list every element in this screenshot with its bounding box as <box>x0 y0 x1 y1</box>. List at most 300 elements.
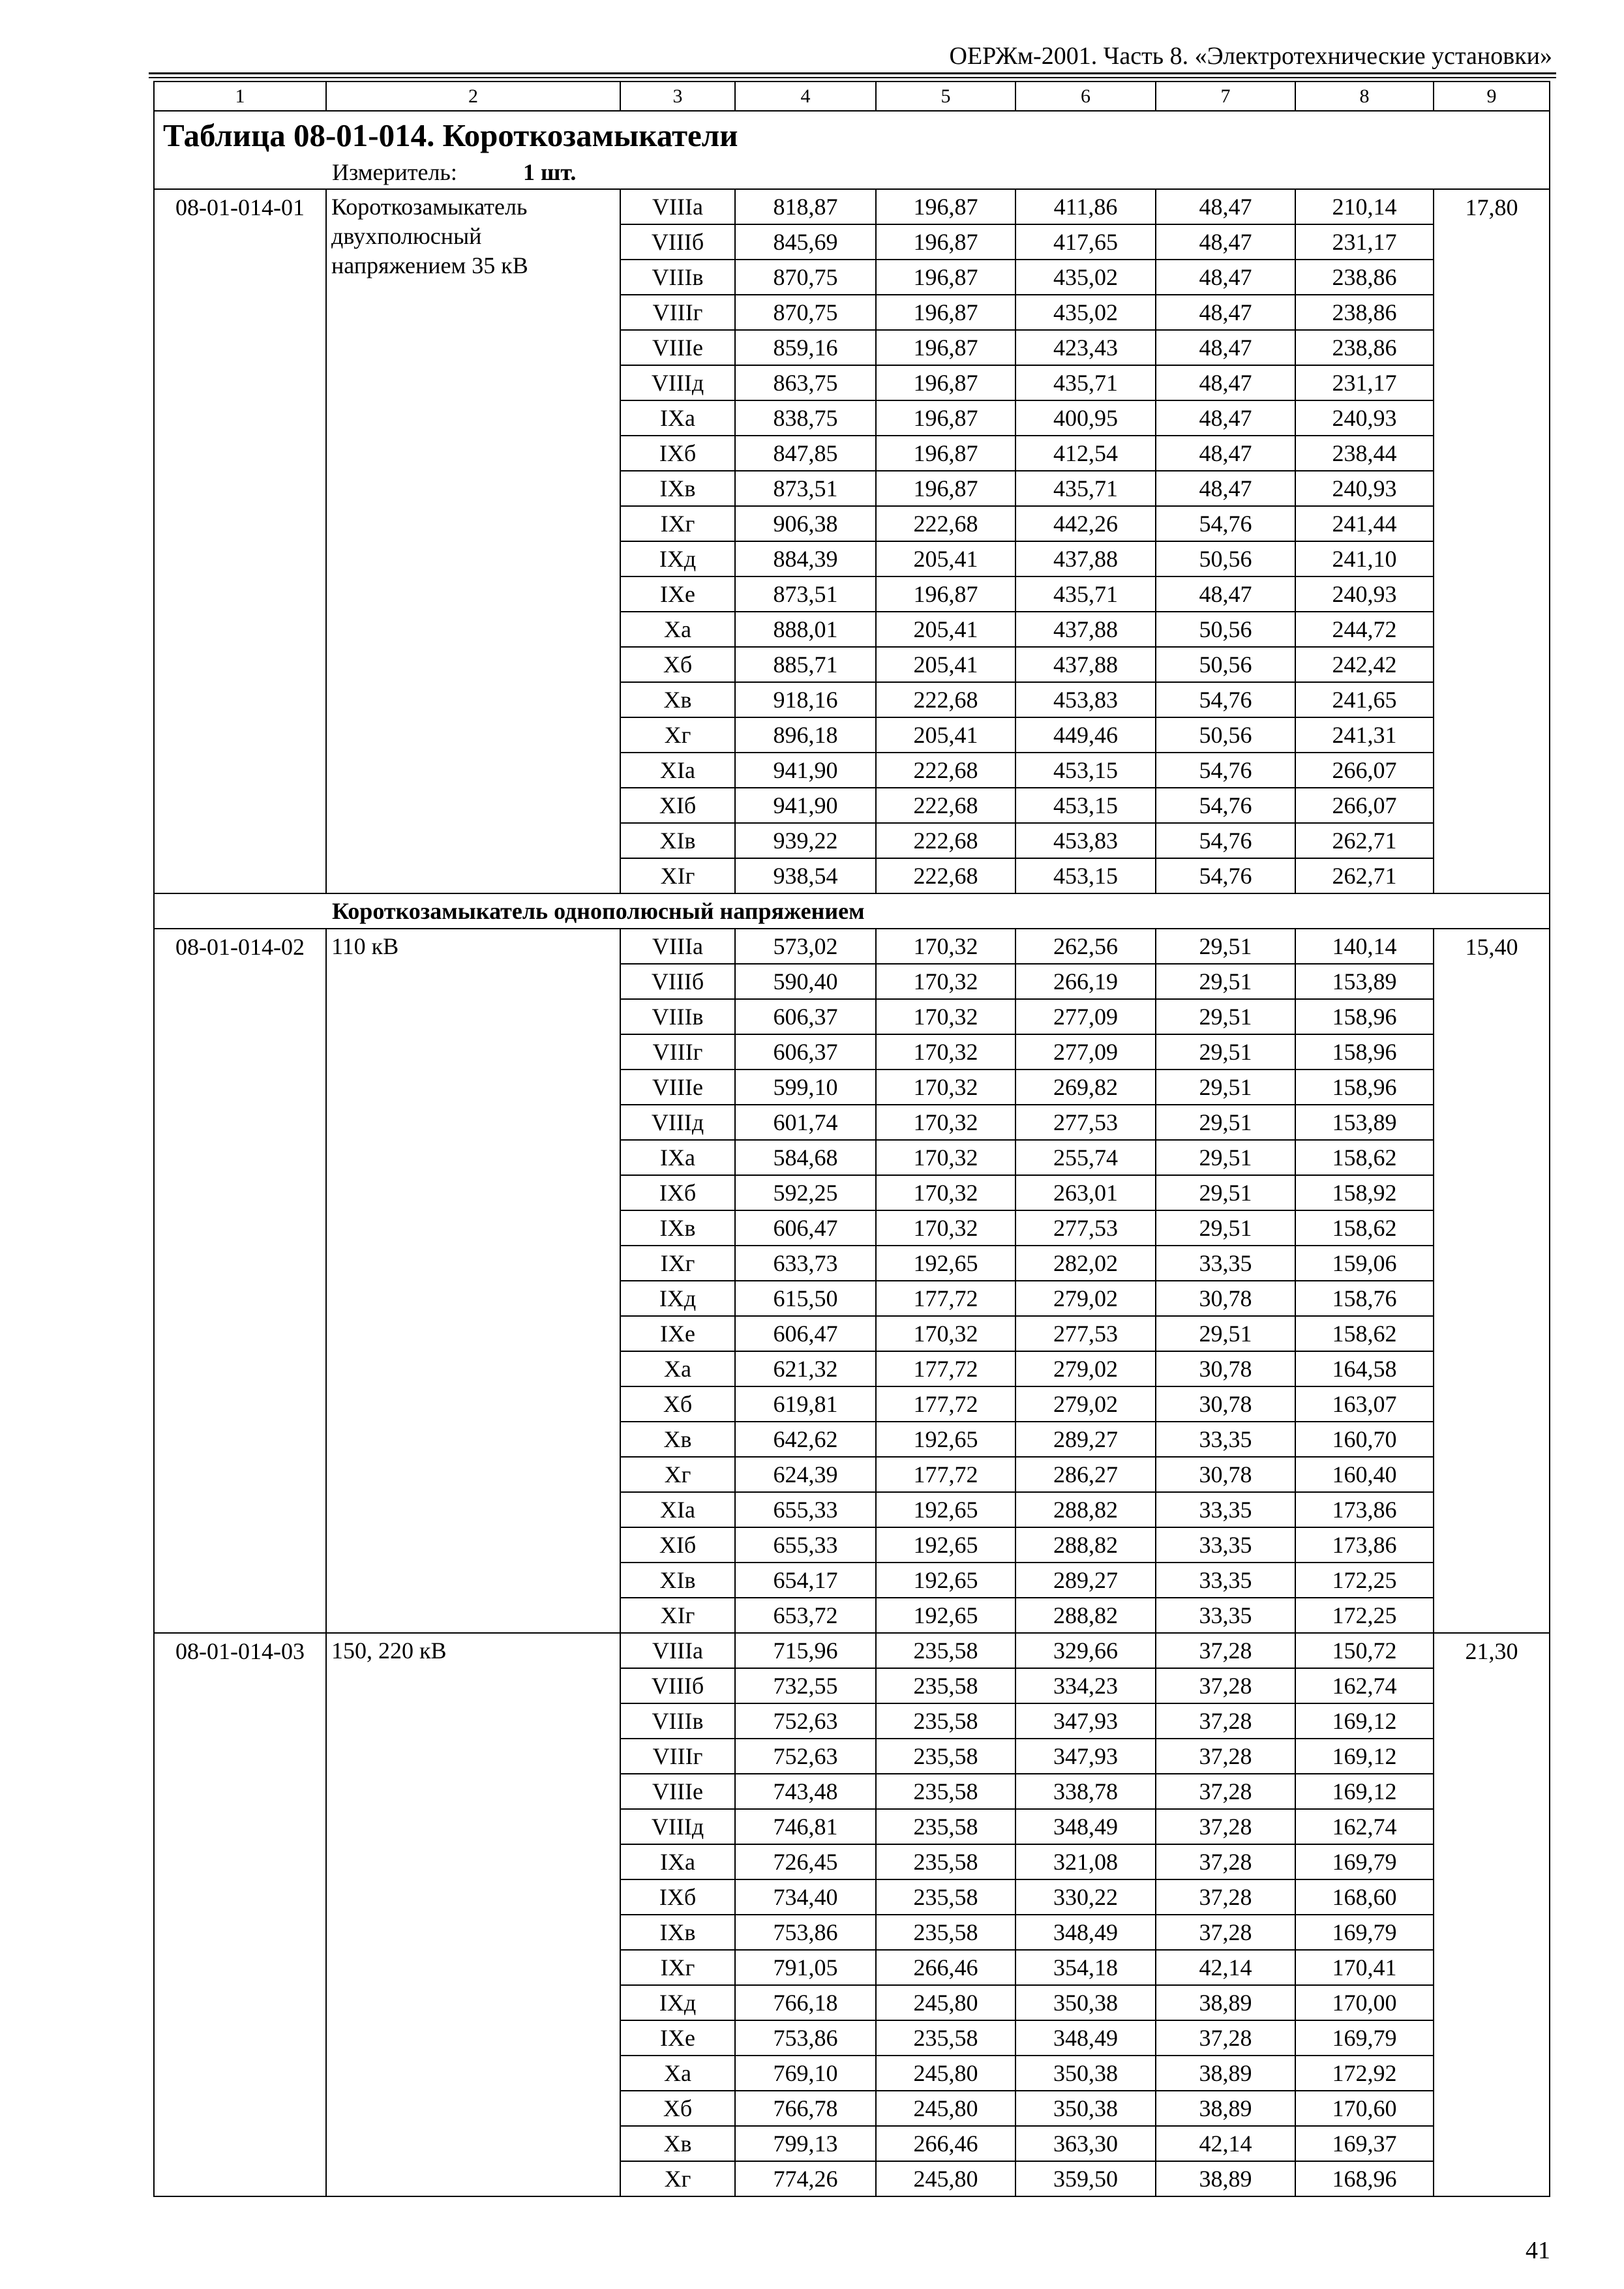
price-code: 08-01-014-03 <box>153 1634 327 2197</box>
description-line: Короткозамыкатель <box>331 194 528 220</box>
value-col8-cell: 266,07 <box>1296 788 1434 824</box>
value-col7-cell: 37,28 <box>1156 1704 1296 1739</box>
value-col5-cell: 235,58 <box>877 1880 1016 1915</box>
value-col8-cell: 158,62 <box>1296 1141 1434 1176</box>
price-table <box>153 81 1550 2197</box>
value-col8-cell: 238,86 <box>1296 260 1434 295</box>
zone-cell: IXв <box>621 1915 736 1951</box>
value-col4-cell: 653,72 <box>736 1598 877 1634</box>
column-number: 1 <box>153 81 327 112</box>
value-col5-cell: 235,58 <box>877 1704 1016 1739</box>
value-col7-cell: 38,89 <box>1156 2056 1296 2091</box>
value-col4-cell: 606,37 <box>736 1035 877 1070</box>
value-col8-cell: 158,96 <box>1296 1035 1434 1070</box>
table-title: Таблица 08-01-014. Короткозамыкатели <box>163 117 738 153</box>
value-col7-cell: 48,47 <box>1156 401 1296 436</box>
value-col5-cell: 177,72 <box>877 1458 1016 1493</box>
value-col7-cell: 37,28 <box>1156 1880 1296 1915</box>
value-col8-cell: 169,12 <box>1296 1704 1434 1739</box>
zone-cell: VIIIд <box>621 1105 736 1141</box>
value-col5-cell: 222,68 <box>877 788 1016 824</box>
value-col5-cell: 192,65 <box>877 1563 1016 1598</box>
value-col7-cell: 30,78 <box>1156 1281 1296 1317</box>
zone-cell: IXг <box>621 507 736 542</box>
value-col8-cell: 241,31 <box>1296 718 1434 753</box>
zone-cell: VIIIа <box>621 190 736 225</box>
zone-cell: VIIIе <box>621 1070 736 1105</box>
column-number: 3 <box>621 81 736 112</box>
zone-cell: XIа <box>621 1493 736 1528</box>
value-col4-cell: 743,48 <box>736 1774 877 1810</box>
zone-cell: XIв <box>621 1563 736 1598</box>
value-col7-cell: 29,51 <box>1156 965 1296 1000</box>
value-col4-cell: 726,45 <box>736 1845 877 1880</box>
value-col8-cell: 169,79 <box>1296 1845 1434 1880</box>
value-col4-cell: 601,74 <box>736 1105 877 1141</box>
value-col6-cell: 334,23 <box>1016 1669 1156 1704</box>
value-col6-cell: 350,38 <box>1016 1986 1156 2021</box>
value-col5-cell: 235,58 <box>877 1810 1016 1845</box>
value-col6-cell: 348,49 <box>1016 1915 1156 1951</box>
value-col8-cell: 170,00 <box>1296 1986 1434 2021</box>
description-line: двухполюсный <box>331 223 482 249</box>
zone-cell: Xв <box>621 2127 736 2162</box>
value-col6-cell: 277,09 <box>1016 1000 1156 1035</box>
value-col5-cell: 245,80 <box>877 2162 1016 2197</box>
value-col7-cell: 37,28 <box>1156 1810 1296 1845</box>
value-col4-cell: 863,75 <box>736 366 877 401</box>
value-col8-cell: 262,71 <box>1296 824 1434 859</box>
value-col7-cell: 30,78 <box>1156 1352 1296 1387</box>
value-col5-cell: 235,58 <box>877 1739 1016 1774</box>
value-col7-cell: 37,28 <box>1156 2021 1296 2056</box>
value-col4-cell: 573,02 <box>736 929 877 965</box>
zone-cell: Xа <box>621 2056 736 2091</box>
value-col4-cell: 873,51 <box>736 577 877 612</box>
value-col5-cell: 192,65 <box>877 1493 1016 1528</box>
value-col4-cell: 655,33 <box>736 1528 877 1563</box>
value-col7-cell: 50,56 <box>1156 648 1296 683</box>
value-col5-cell: 170,32 <box>877 1211 1016 1246</box>
zone-cell: IXг <box>621 1246 736 1281</box>
value-col7-cell: 29,51 <box>1156 1070 1296 1105</box>
zone-cell: Xб <box>621 1387 736 1422</box>
value-col4-cell: 818,87 <box>736 190 877 225</box>
value-col7-cell: 33,35 <box>1156 1563 1296 1598</box>
value-col4-cell: 941,90 <box>736 753 877 788</box>
zone-cell: IXв <box>621 471 736 507</box>
value-col8-cell: 160,70 <box>1296 1422 1434 1458</box>
value-col4-cell: 888,01 <box>736 612 877 648</box>
value-col6-cell: 338,78 <box>1016 1774 1156 1810</box>
value-col7-cell: 50,56 <box>1156 542 1296 577</box>
value-col7-cell: 54,76 <box>1156 683 1296 718</box>
column-number: 9 <box>1434 81 1550 112</box>
zone-cell: IXв <box>621 1211 736 1246</box>
value-col6-cell: 411,86 <box>1016 190 1156 225</box>
column-number: 5 <box>877 81 1016 112</box>
value-col6-cell: 348,49 <box>1016 1810 1156 1845</box>
value-col7-cell: 30,78 <box>1156 1387 1296 1422</box>
value-col5-cell: 235,58 <box>877 2021 1016 2056</box>
value-col8-cell: 162,74 <box>1296 1810 1434 1845</box>
value-col4-cell: 606,37 <box>736 1000 877 1035</box>
value-col8-cell: 170,60 <box>1296 2091 1434 2127</box>
value-col8-cell: 158,96 <box>1296 1000 1434 1035</box>
value-col7-cell: 37,28 <box>1156 1845 1296 1880</box>
value-col5-cell: 235,58 <box>877 1634 1016 1669</box>
value-col8-cell: 241,65 <box>1296 683 1434 718</box>
value-col7-cell: 38,89 <box>1156 1986 1296 2021</box>
value-col4-cell: 590,40 <box>736 965 877 1000</box>
value-col8-cell: 168,60 <box>1296 1880 1434 1915</box>
work-description <box>327 190 621 894</box>
column-number: 8 <box>1296 81 1434 112</box>
value-col7-cell: 33,35 <box>1156 1598 1296 1634</box>
value-col7-cell: 38,89 <box>1156 2091 1296 2127</box>
value-col6-cell: 255,74 <box>1016 1141 1156 1176</box>
zone-cell: Xа <box>621 612 736 648</box>
zone-cell: VIIIг <box>621 1739 736 1774</box>
value-col5-cell: 245,80 <box>877 2056 1016 2091</box>
value-col5-cell: 222,68 <box>877 507 1016 542</box>
value-col6-cell: 435,71 <box>1016 366 1156 401</box>
value-col7-cell: 42,14 <box>1156 2127 1296 2162</box>
value-col9-cell: 17,80 <box>1434 190 1550 894</box>
zone-cell: XIа <box>621 753 736 788</box>
value-col5-cell: 170,32 <box>877 1141 1016 1176</box>
value-col4-cell: 606,47 <box>736 1211 877 1246</box>
value-col6-cell: 437,88 <box>1016 612 1156 648</box>
value-col4-cell: 732,55 <box>736 1669 877 1704</box>
value-col5-cell: 222,68 <box>877 859 1016 894</box>
value-col7-cell: 37,28 <box>1156 1774 1296 1810</box>
zone-cell: VIIIв <box>621 260 736 295</box>
value-col4-cell: 918,16 <box>736 683 877 718</box>
value-col8-cell: 238,86 <box>1296 331 1434 366</box>
value-col7-cell: 29,51 <box>1156 1035 1296 1070</box>
zone-cell: IXа <box>621 1141 736 1176</box>
value-col6-cell: 330,22 <box>1016 1880 1156 1915</box>
zone-cell: XIг <box>621 859 736 894</box>
value-col6-cell: 412,54 <box>1016 436 1156 471</box>
value-col5-cell: 205,41 <box>877 648 1016 683</box>
value-col7-cell: 54,76 <box>1156 859 1296 894</box>
zone-cell: IXд <box>621 1986 736 2021</box>
value-col6-cell: 453,15 <box>1016 753 1156 788</box>
value-col7-cell: 33,35 <box>1156 1493 1296 1528</box>
value-col4-cell: 859,16 <box>736 331 877 366</box>
value-col5-cell: 235,58 <box>877 1845 1016 1880</box>
value-col6-cell: 282,02 <box>1016 1246 1156 1281</box>
value-col5-cell: 170,32 <box>877 929 1016 965</box>
value-col9-cell: 21,30 <box>1434 1634 1550 2197</box>
value-col8-cell: 160,40 <box>1296 1458 1434 1493</box>
value-col6-cell: 453,15 <box>1016 788 1156 824</box>
value-col6-cell: 347,93 <box>1016 1704 1156 1739</box>
value-col7-cell: 37,28 <box>1156 1915 1296 1951</box>
value-col6-cell: 262,56 <box>1016 929 1156 965</box>
value-col5-cell: 222,68 <box>877 753 1016 788</box>
value-col8-cell: 241,10 <box>1296 542 1434 577</box>
value-col5-cell: 170,32 <box>877 1070 1016 1105</box>
value-col4-cell: 791,05 <box>736 1951 877 1986</box>
zone-cell: VIIIд <box>621 366 736 401</box>
value-col8-cell: 240,93 <box>1296 577 1434 612</box>
value-col7-cell: 37,28 <box>1156 1669 1296 1704</box>
zone-cell: VIIIв <box>621 1704 736 1739</box>
value-col5-cell: 177,72 <box>877 1387 1016 1422</box>
value-col6-cell: 277,53 <box>1016 1105 1156 1141</box>
value-col4-cell: 606,47 <box>736 1317 877 1352</box>
zone-cell: Xв <box>621 1422 736 1458</box>
value-col5-cell: 170,32 <box>877 1000 1016 1035</box>
value-col7-cell: 29,51 <box>1156 1176 1296 1211</box>
value-col5-cell: 196,87 <box>877 401 1016 436</box>
value-col4-cell: 769,10 <box>736 2056 877 2091</box>
zone-cell: Xб <box>621 2091 736 2127</box>
zone-cell: VIIIд <box>621 1810 736 1845</box>
value-col6-cell: 348,49 <box>1016 2021 1156 2056</box>
zone-cell: VIIIа <box>621 1634 736 1669</box>
value-col4-cell: 746,81 <box>736 1810 877 1845</box>
table-title-block <box>153 112 1550 190</box>
value-col8-cell: 240,93 <box>1296 471 1434 507</box>
value-col4-cell: 870,75 <box>736 260 877 295</box>
value-col5-cell: 245,80 <box>877 1986 1016 2021</box>
value-col4-cell: 938,54 <box>736 859 877 894</box>
value-col7-cell: 48,47 <box>1156 295 1296 331</box>
value-col4-cell: 753,86 <box>736 1915 877 1951</box>
value-col4-cell: 715,96 <box>736 1634 877 1669</box>
value-col8-cell: 169,79 <box>1296 1915 1434 1951</box>
zone-cell: VIIIг <box>621 295 736 331</box>
work-description <box>327 1634 621 2197</box>
value-col5-cell: 205,41 <box>877 612 1016 648</box>
zone-cell: VIIIб <box>621 1669 736 1704</box>
value-col4-cell: 838,75 <box>736 401 877 436</box>
value-col8-cell: 173,86 <box>1296 1493 1434 1528</box>
zone-cell: Xв <box>621 683 736 718</box>
value-col4-cell: 615,50 <box>736 1281 877 1317</box>
value-col4-cell: 624,39 <box>736 1458 877 1493</box>
value-col7-cell: 33,35 <box>1156 1528 1296 1563</box>
value-col6-cell: 321,08 <box>1016 1845 1156 1880</box>
zone-cell: XIб <box>621 788 736 824</box>
value-col5-cell: 177,72 <box>877 1281 1016 1317</box>
value-col8-cell: 164,58 <box>1296 1352 1434 1387</box>
value-col7-cell: 50,56 <box>1156 612 1296 648</box>
zone-cell: IXа <box>621 401 736 436</box>
value-col5-cell: 170,32 <box>877 1105 1016 1141</box>
value-col4-cell: 753,86 <box>736 2021 877 2056</box>
value-col6-cell: 435,02 <box>1016 295 1156 331</box>
value-col4-cell: 752,63 <box>736 1704 877 1739</box>
value-col5-cell: 192,65 <box>877 1598 1016 1634</box>
value-col8-cell: 244,72 <box>1296 612 1434 648</box>
description-line: 150, 220 кВ <box>331 1638 447 1664</box>
value-col8-cell: 242,42 <box>1296 648 1434 683</box>
value-col4-cell: 941,90 <box>736 788 877 824</box>
value-col6-cell: 453,83 <box>1016 824 1156 859</box>
value-col8-cell: 168,96 <box>1296 2162 1434 2197</box>
zone-cell: IXе <box>621 577 736 612</box>
value-col7-cell: 54,76 <box>1156 507 1296 542</box>
value-col5-cell: 205,41 <box>877 542 1016 577</box>
value-col4-cell: 799,13 <box>736 2127 877 2162</box>
value-col4-cell: 845,69 <box>736 225 877 260</box>
value-col8-cell: 163,07 <box>1296 1387 1434 1422</box>
zone-cell: Xг <box>621 2162 736 2197</box>
value-col5-cell: 266,46 <box>877 1951 1016 1986</box>
value-col5-cell: 196,87 <box>877 190 1016 225</box>
value-col7-cell: 48,47 <box>1156 331 1296 366</box>
value-col5-cell: 222,68 <box>877 683 1016 718</box>
value-col7-cell: 30,78 <box>1156 1458 1296 1493</box>
zone-cell: Xг <box>621 1458 736 1493</box>
value-col8-cell: 153,89 <box>1296 965 1434 1000</box>
column-number: 7 <box>1156 81 1296 112</box>
zone-cell: VIIIг <box>621 1035 736 1070</box>
value-col6-cell: 269,82 <box>1016 1070 1156 1105</box>
header-rule-thick <box>149 72 1556 74</box>
value-col4-cell: 592,25 <box>736 1176 877 1211</box>
value-col6-cell: 329,66 <box>1016 1634 1156 1669</box>
value-col6-cell: 263,01 <box>1016 1176 1156 1211</box>
value-col7-cell: 33,35 <box>1156 1422 1296 1458</box>
value-col4-cell: 655,33 <box>736 1493 877 1528</box>
value-col5-cell: 177,72 <box>877 1352 1016 1387</box>
value-col6-cell: 279,02 <box>1016 1387 1156 1422</box>
value-col8-cell: 172,25 <box>1296 1563 1434 1598</box>
value-col8-cell: 169,12 <box>1296 1774 1434 1810</box>
value-col7-cell: 29,51 <box>1156 1000 1296 1035</box>
zone-cell: IXб <box>621 1176 736 1211</box>
value-col7-cell: 29,51 <box>1156 1105 1296 1141</box>
value-col8-cell: 150,72 <box>1296 1634 1434 1669</box>
description-line: напряжением 35 кВ <box>331 252 528 278</box>
measure-line <box>163 155 1549 190</box>
value-col5-cell: 222,68 <box>877 824 1016 859</box>
value-col7-cell: 48,47 <box>1156 577 1296 612</box>
value-col6-cell: 288,82 <box>1016 1528 1156 1563</box>
value-col5-cell: 235,58 <box>877 1915 1016 1951</box>
value-col4-cell: 873,51 <box>736 471 877 507</box>
value-col7-cell: 42,14 <box>1156 1951 1296 1986</box>
value-col6-cell: 289,27 <box>1016 1422 1156 1458</box>
zone-cell: IXа <box>621 1845 736 1880</box>
value-col4-cell: 752,63 <box>736 1739 877 1774</box>
value-col8-cell: 158,92 <box>1296 1176 1434 1211</box>
value-col8-cell: 162,74 <box>1296 1669 1434 1704</box>
value-col4-cell: 766,18 <box>736 1986 877 2021</box>
description-line: 110 кВ <box>331 933 399 959</box>
value-col6-cell: 350,38 <box>1016 2056 1156 2091</box>
value-col8-cell: 158,96 <box>1296 1070 1434 1105</box>
value-col6-cell: 277,09 <box>1016 1035 1156 1070</box>
value-col6-cell: 286,27 <box>1016 1458 1156 1493</box>
value-col7-cell: 54,76 <box>1156 753 1296 788</box>
value-col8-cell: 266,07 <box>1296 753 1434 788</box>
value-col4-cell: 642,62 <box>736 1422 877 1458</box>
zone-cell: XIг <box>621 1598 736 1634</box>
value-col8-cell: 210,14 <box>1296 190 1434 225</box>
measure-label: Измеритель: <box>332 159 457 185</box>
value-col4-cell: 906,38 <box>736 507 877 542</box>
value-col7-cell: 50,56 <box>1156 718 1296 753</box>
value-col4-cell: 621,32 <box>736 1352 877 1387</box>
column-number: 6 <box>1016 81 1156 112</box>
value-col7-cell: 37,28 <box>1156 1634 1296 1669</box>
value-col4-cell: 884,39 <box>736 542 877 577</box>
value-col8-cell: 153,89 <box>1296 1105 1434 1141</box>
value-col5-cell: 192,65 <box>877 1422 1016 1458</box>
value-col6-cell: 288,82 <box>1016 1493 1156 1528</box>
zone-cell: IXб <box>621 1880 736 1915</box>
value-col6-cell: 435,02 <box>1016 260 1156 295</box>
value-col6-cell: 435,71 <box>1016 577 1156 612</box>
value-col6-cell: 347,93 <box>1016 1739 1156 1774</box>
value-col4-cell: 599,10 <box>736 1070 877 1105</box>
header-rule-thin <box>149 77 1556 78</box>
value-col7-cell: 48,47 <box>1156 471 1296 507</box>
value-col5-cell: 196,87 <box>877 577 1016 612</box>
value-col6-cell: 400,95 <box>1016 401 1156 436</box>
value-col5-cell: 192,65 <box>877 1528 1016 1563</box>
value-col4-cell: 654,17 <box>736 1563 877 1598</box>
zone-cell: VIIIб <box>621 225 736 260</box>
value-col8-cell: 240,93 <box>1296 401 1434 436</box>
value-col8-cell: 140,14 <box>1296 929 1434 965</box>
value-col6-cell: 417,65 <box>1016 225 1156 260</box>
subsection-heading: Короткозамыкатель однополюсный напряжением <box>153 894 1550 929</box>
value-col5-cell: 192,65 <box>877 1246 1016 1281</box>
running-header: ОЕРЖм-2001. Часть 8. «Электротехнические установки» <box>949 42 1552 70</box>
value-col8-cell: 170,41 <box>1296 1951 1434 1986</box>
value-col6-cell: 437,88 <box>1016 542 1156 577</box>
value-col4-cell: 896,18 <box>736 718 877 753</box>
value-col4-cell: 633,73 <box>736 1246 877 1281</box>
value-col5-cell: 170,32 <box>877 1035 1016 1070</box>
value-col7-cell: 33,35 <box>1156 1246 1296 1281</box>
value-col6-cell: 277,53 <box>1016 1211 1156 1246</box>
zone-cell: IXе <box>621 2021 736 2056</box>
value-col5-cell: 196,87 <box>877 260 1016 295</box>
value-col7-cell: 38,89 <box>1156 2162 1296 2197</box>
value-col8-cell: 173,86 <box>1296 1528 1434 1563</box>
value-col8-cell: 231,17 <box>1296 366 1434 401</box>
price-code: 08-01-014-02 <box>153 929 327 1634</box>
value-col8-cell: 169,37 <box>1296 2127 1434 2162</box>
measure-value: 1 шт. <box>523 159 577 185</box>
zone-cell: IXб <box>621 436 736 471</box>
value-col6-cell: 279,02 <box>1016 1352 1156 1387</box>
value-col6-cell: 453,83 <box>1016 683 1156 718</box>
value-col5-cell: 170,32 <box>877 1317 1016 1352</box>
zone-cell: IXе <box>621 1317 736 1352</box>
work-description <box>327 929 621 1634</box>
zone-cell: VIIIа <box>621 929 736 965</box>
value-col5-cell: 205,41 <box>877 718 1016 753</box>
value-col8-cell: 169,79 <box>1296 2021 1434 2056</box>
zone-cell: VIIIе <box>621 1774 736 1810</box>
zone-cell: IXг <box>621 1951 736 1986</box>
zone-cell: XIб <box>621 1528 736 1563</box>
value-col5-cell: 196,87 <box>877 436 1016 471</box>
page-number: 41 <box>1526 2237 1550 2264</box>
value-col6-cell: 288,82 <box>1016 1598 1156 1634</box>
value-col7-cell: 48,47 <box>1156 436 1296 471</box>
